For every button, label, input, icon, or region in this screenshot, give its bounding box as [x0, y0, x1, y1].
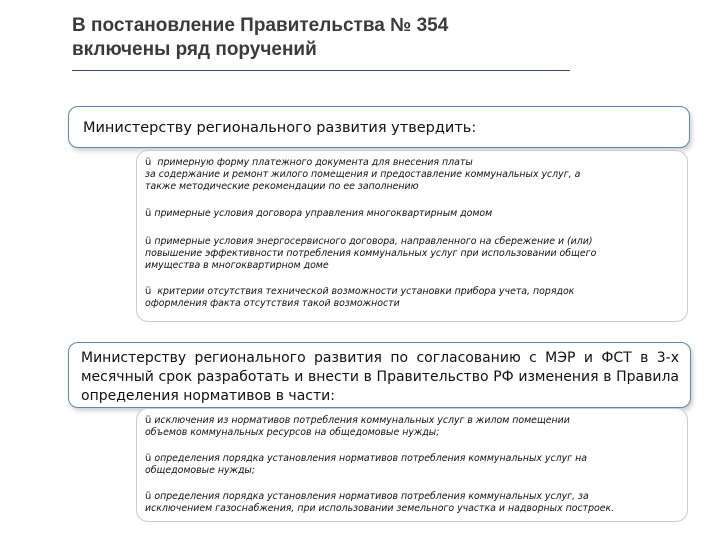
checkmark-icon: ü — [145, 453, 152, 464]
item-text: за содержание и ремонт жилого помещения и предоставление коммунальных услуг, а — [145, 169, 581, 180]
list-item — [145, 491, 685, 515]
item-text: определения порядка установления нормативов потребления коммунальных услуг, за — [154, 491, 589, 502]
ministry-develop-heading-box — [68, 342, 691, 408]
item-text: исключения из нормативов потребления коммунальных услуг в жилом помещении — [154, 415, 570, 426]
list-item — [145, 208, 685, 220]
item-text: исключением газоснабжения, при использовании земельного участка и надворных построек. — [145, 503, 615, 514]
ministry-develop-heading: Министерству регионального развития по согласованию с МЭР и ФСТ в 3-х месячный срок разработать и внести в Правительство РФ изменения в Правила определения нормативов в части: — [81, 350, 679, 404]
item-text: примерные условия договора управления многоквартирным домом — [154, 208, 493, 219]
title-line-1: В постановление Правительства № 354 — [72, 15, 449, 36]
checkmark-icon: ü — [145, 286, 152, 297]
approve-items-list — [136, 150, 688, 322]
item-text: определения порядка установления нормативов потребления коммунальных услуг на — [154, 453, 587, 464]
ministry-approve-heading: Министерству регионального развития утвердить: — [83, 120, 477, 136]
checkmark-icon: ü — [145, 491, 152, 502]
item-text: примерную форму платежного документа для внесения платы — [157, 157, 473, 168]
item-text: общедомовые нужды; — [145, 465, 255, 476]
page-title — [72, 14, 592, 62]
list-item — [145, 157, 685, 193]
ministry-approve-heading-box — [68, 106, 690, 148]
checkmark-icon: ü — [145, 236, 152, 247]
item-text: объемов коммунальных ресурсов на общедомовые нужды; — [145, 427, 440, 438]
norms-items-list — [136, 408, 688, 522]
title-underline — [72, 70, 570, 71]
title-line-2: включены ряд поручений — [72, 39, 317, 60]
checkmark-icon: ü — [145, 157, 152, 168]
item-text: примерные условия энергосервисного договора, направленного на сбережение и (или) — [154, 236, 593, 247]
list-item — [145, 236, 685, 272]
item-text: повышение эффективности потребления коммунальных услуг при использовании общего — [145, 248, 597, 259]
item-text: имущества в многоквартирном доме — [145, 260, 329, 271]
list-item — [145, 286, 685, 310]
item-text: оформления факта отсутствия такой возможности — [145, 298, 400, 309]
list-item — [145, 415, 685, 439]
item-text: также методические рекомендации по ее заполнению — [145, 181, 419, 192]
checkmark-icon: ü — [145, 208, 152, 219]
list-item — [145, 453, 685, 477]
checkmark-icon: ü — [145, 415, 152, 426]
item-text: критерии отсутствия технической возможности установки прибора учета, порядок — [157, 286, 575, 297]
